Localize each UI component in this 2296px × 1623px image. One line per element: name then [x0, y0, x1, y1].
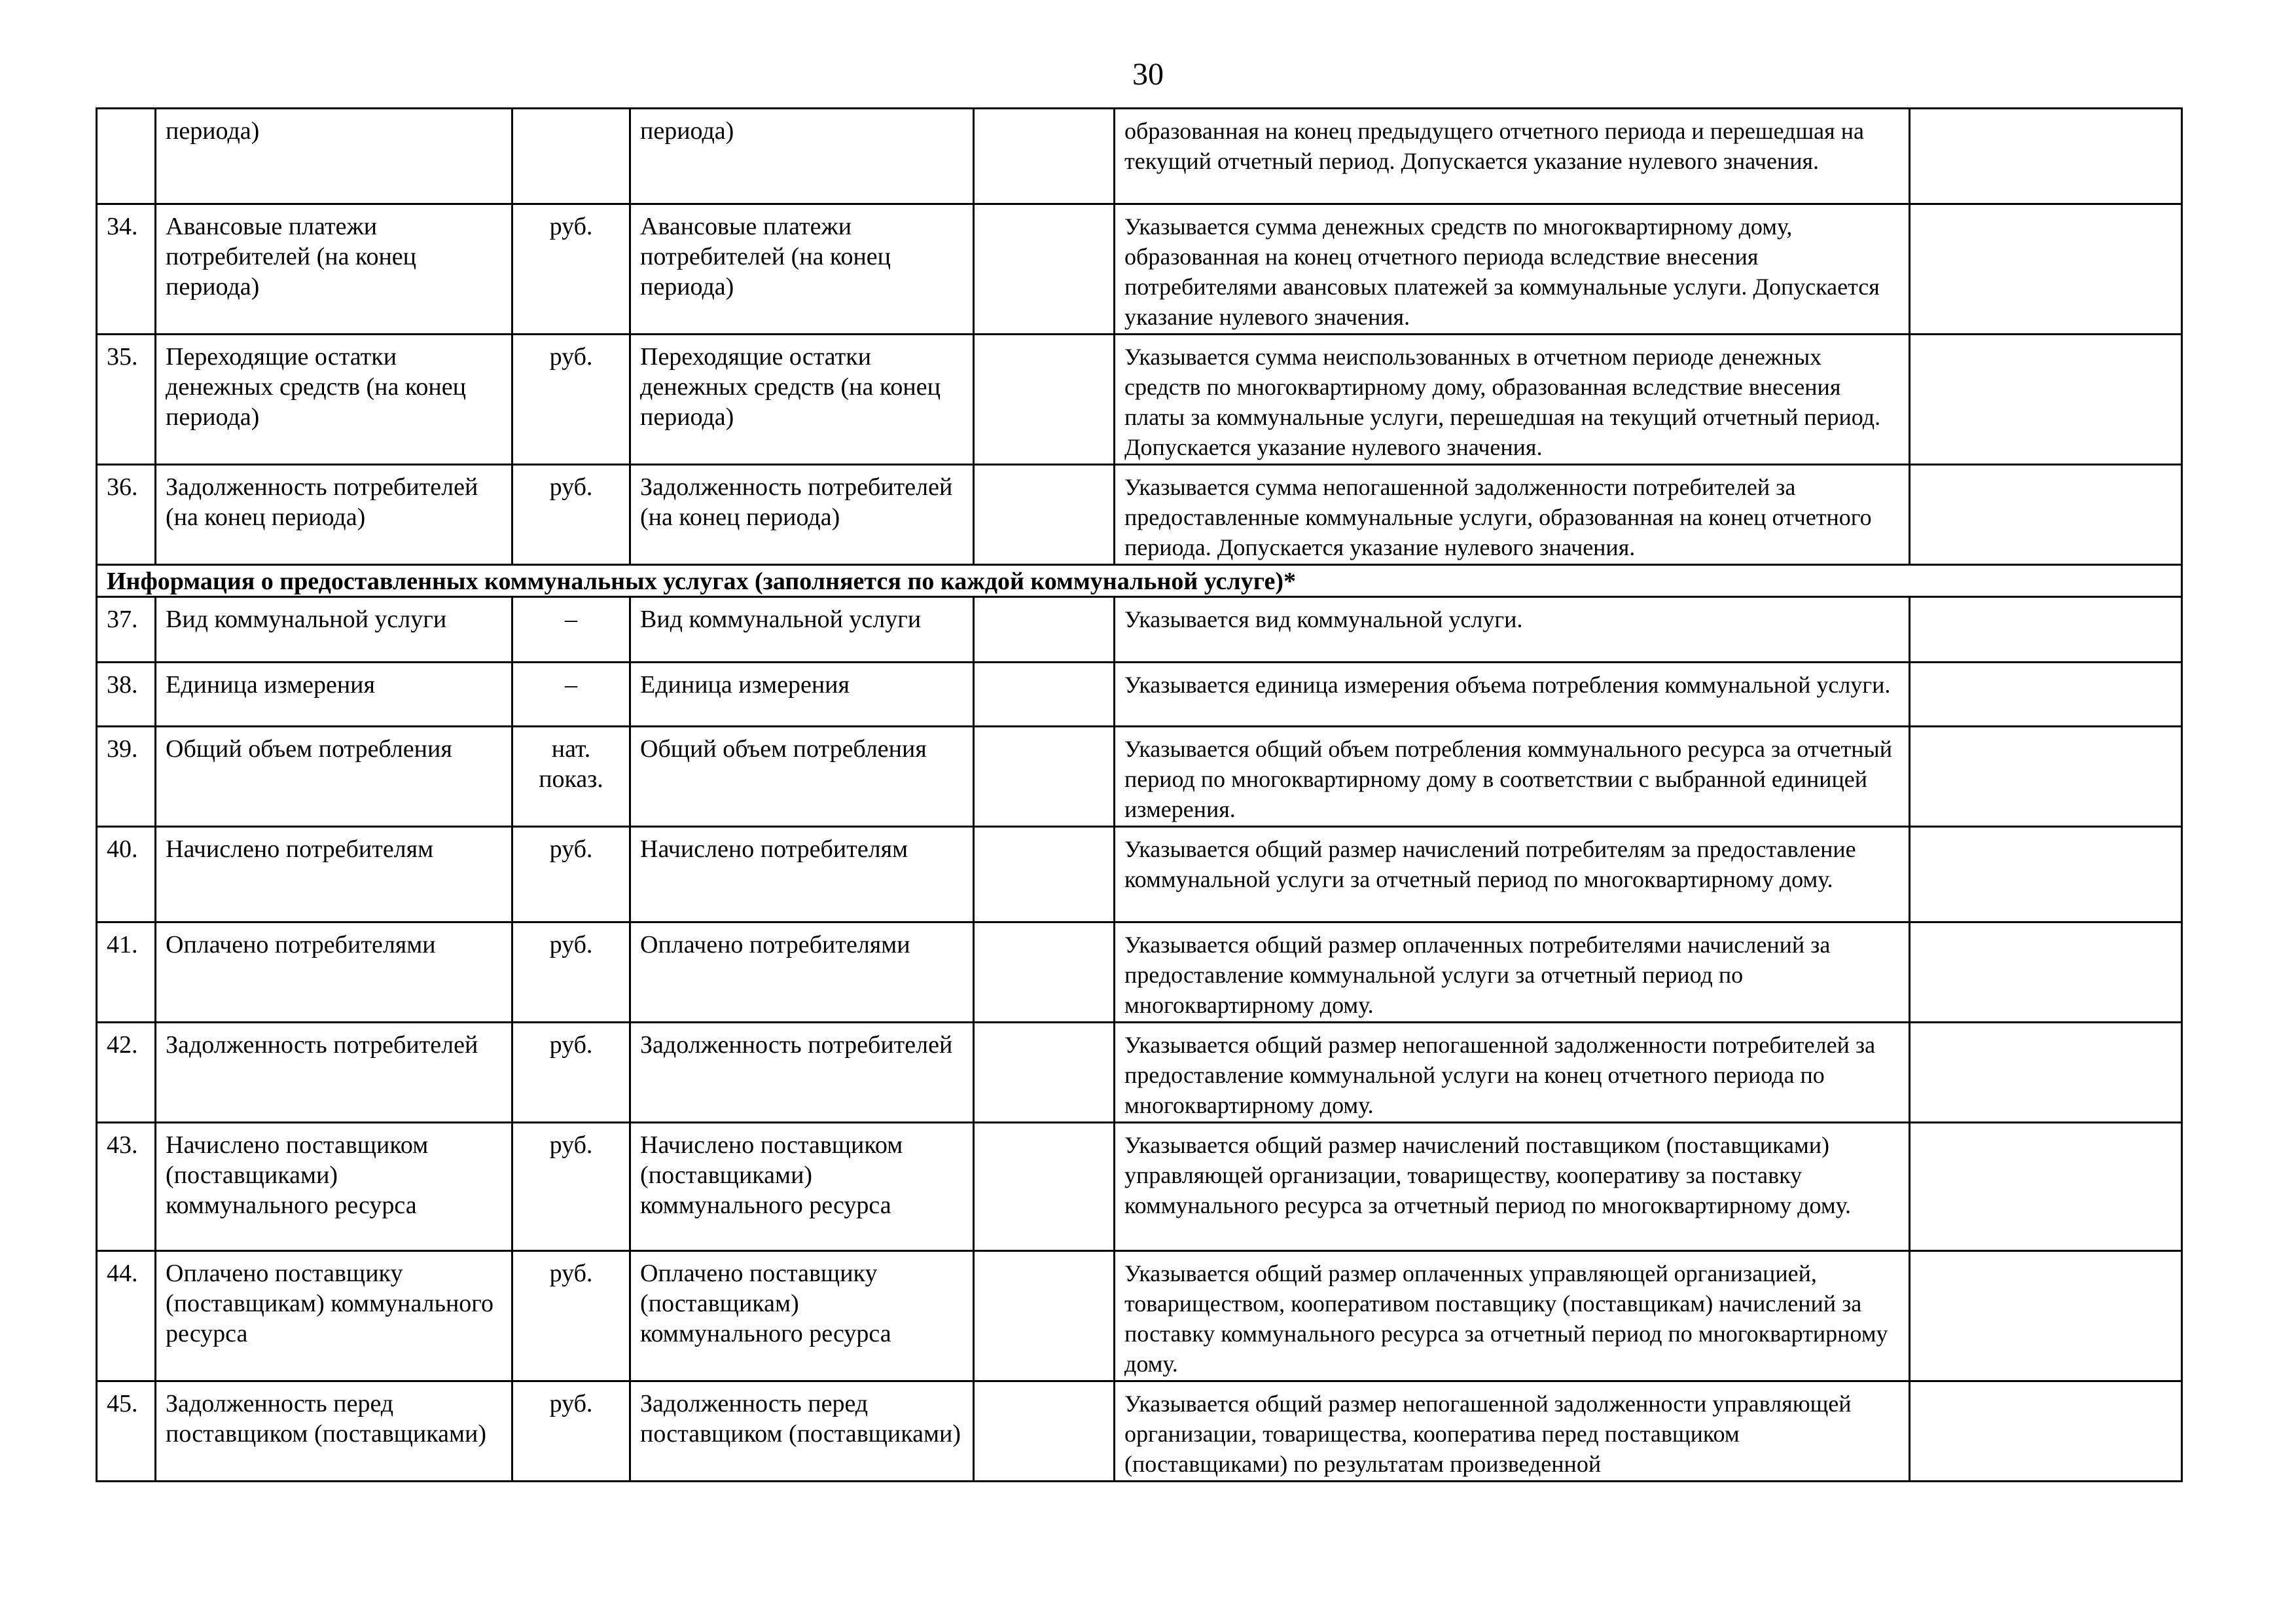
cell-empty: [974, 727, 1115, 827]
cell-num: 40.: [97, 827, 156, 922]
cell-unit: руб.: [512, 827, 630, 922]
cell-name: Оплачено поставщику (поставщикам) коммунального ресурса: [156, 1251, 512, 1381]
cell-empty: [1910, 204, 2182, 335]
cell-unit: –: [512, 597, 630, 663]
cell-desc: Указывается единица измерения объема потребления коммунальной услуги.: [1115, 663, 1910, 727]
cell-num: 43.: [97, 1123, 156, 1251]
cell-empty: [974, 1123, 1115, 1251]
cell-desc: Указывается сумма непогашенной задолженности потребителей за предоставленные коммунальные услуги, образованная на конец отчетного периода. Допускается указание нулевого значения.: [1115, 465, 1910, 565]
cell-unit: руб.: [512, 1023, 630, 1123]
cell-unit: руб.: [512, 204, 630, 335]
cell-field: Вид коммунальной услуги: [630, 597, 974, 663]
table-row: [97, 1023, 2182, 1123]
table-row: [97, 335, 2182, 465]
section-header-row: [97, 565, 2182, 597]
cell-name: периода): [156, 109, 512, 204]
cell-desc: Указывается сумма денежных средств по многоквартирному дому, образованная на конец отчетного периода вследствие внесения потребителями авансовых платежей за коммунальные услуги. Допускается указание нулевого значения.: [1115, 204, 1910, 335]
cell-num: 42.: [97, 1023, 156, 1123]
cell-field: Переходящие остатки денежных средств (на конец периода): [630, 335, 974, 465]
cell-name: Авансовые платежи потребителей (на конец периода): [156, 204, 512, 335]
cell-field: периода): [630, 109, 974, 204]
cell-empty: [1910, 335, 2182, 465]
table-body: [97, 109, 2182, 1482]
cell-field: Начислено потребителям: [630, 827, 974, 922]
cell-desc: Указывается общий размер оплаченных управляющей организацией, товариществом, кооперативом поставщику (поставщикам) начислений за поставку коммунального ресурса за отчетный период по многоквартирному дому.: [1115, 1251, 1910, 1381]
cell-name: Задолженность потребителей: [156, 1023, 512, 1123]
cell-desc: Указывается сумма неиспользованных в отчетном периоде денежных средств по многоквартирному дому, образованная вследствие внесения платы за коммунальные услуги, перешедшая на текущий отчетный период. Допускается указание нулевого значения.: [1115, 335, 1910, 465]
cell-desc: образованная на конец предыдущего отчетного периода и перешедшая на текущий отчетный период. Допускается указание нулевого значения.: [1115, 109, 1910, 204]
table-row: [97, 922, 2182, 1023]
cell-empty: [974, 109, 1115, 204]
cell-desc: Указывается общий размер начислений поставщиком (поставщиками) управляющей организации, товариществу, кооперативу за поставку коммунального ресурса за отчетный период по многоквартирному дому.: [1115, 1123, 1910, 1251]
page-number: 30: [1132, 57, 1164, 92]
cell-name: Оплачено потребителями: [156, 922, 512, 1023]
cell-unit: [512, 109, 630, 204]
cell-name: Единица измерения: [156, 663, 512, 727]
table-row: [97, 1123, 2182, 1251]
cell-name: Общий объем потребления: [156, 727, 512, 827]
cell-num: 34.: [97, 204, 156, 335]
cell-unit: руб.: [512, 1123, 630, 1251]
cell-empty: [1910, 827, 2182, 922]
table-row: [97, 1251, 2182, 1381]
cell-empty: [1910, 1251, 2182, 1381]
cell-name: Вид коммунальной услуги: [156, 597, 512, 663]
cell-empty: [1910, 465, 2182, 565]
cell-empty: [974, 335, 1115, 465]
cell-name: Начислено потребителям: [156, 827, 512, 922]
cell-empty: [974, 597, 1115, 663]
cell-field: Задолженность потребителей (на конец периода): [630, 465, 974, 565]
cell-desc: Указывается общий размер оплаченных потребителями начислений за предоставление коммунальной услуги за отчетный период по многоквартирному дому.: [1115, 922, 1910, 1023]
cell-desc: Указывается вид коммунальной услуги.: [1115, 597, 1910, 663]
cell-unit: руб.: [512, 1381, 630, 1482]
cell-num: 36.: [97, 465, 156, 565]
table-row: [97, 465, 2182, 565]
cell-name: Переходящие остатки денежных средств (на конец периода): [156, 335, 512, 465]
cell-empty: [974, 465, 1115, 565]
cell-empty: [1910, 1123, 2182, 1251]
cell-empty: [1910, 922, 2182, 1023]
cell-empty: [1910, 1381, 2182, 1482]
table-row: [97, 204, 2182, 335]
cell-empty: [1910, 109, 2182, 204]
cell-empty: [1910, 597, 2182, 663]
cell-field: Начислено поставщиком (поставщиками) коммунального ресурса: [630, 1123, 974, 1251]
table-row-continuation: [97, 109, 2182, 204]
cell-unit: руб.: [512, 335, 630, 465]
cell-field: Оплачено потребителями: [630, 922, 974, 1023]
cell-num: 35.: [97, 335, 156, 465]
cell-field: Единица измерения: [630, 663, 974, 727]
cell-empty: [974, 204, 1115, 335]
cell-unit: руб.: [512, 922, 630, 1023]
cell-num: 41.: [97, 922, 156, 1023]
cell-num: 45.: [97, 1381, 156, 1482]
cell-empty: [974, 827, 1115, 922]
cell-field: Общий объем потребления: [630, 727, 974, 827]
cell-empty: [1910, 727, 2182, 827]
cell-unit: –: [512, 663, 630, 727]
cell-field: Задолженность перед поставщиком (поставщиками): [630, 1381, 974, 1482]
cell-desc: Указывается общий размер начислений потребителям за предоставление коммунальной услуги за отчетный период по многоквартирному дому.: [1115, 827, 1910, 922]
cell-num: 37.: [97, 597, 156, 663]
cell-field: Авансовые платежи потребителей (на конец периода): [630, 204, 974, 335]
table-row: [97, 1381, 2182, 1482]
table-row: [97, 827, 2182, 922]
cell-num: [97, 109, 156, 204]
cell-desc: Указывается общий размер непогашенной задолженности управляющей организации, товарищества, кооператива перед поставщиком (поставщиками) по результатам произведенной: [1115, 1381, 1910, 1482]
cell-empty: [1910, 1023, 2182, 1123]
cell-empty: [974, 922, 1115, 1023]
cell-field: Задолженность потребителей: [630, 1023, 974, 1123]
cell-num: 39.: [97, 727, 156, 827]
cell-empty: [1910, 663, 2182, 727]
cell-empty: [974, 1381, 1115, 1482]
cell-desc: Указывается общий объем потребления коммунального ресурса за отчетный период по многоквартирному дому в соответствии с выбранной единицей измерения.: [1115, 727, 1910, 827]
requirements-table: [96, 107, 2183, 1482]
cell-unit: руб.: [512, 1251, 630, 1381]
section-header: Информация о предоставленных коммунальных услугах (заполняется по каждой коммунальной услуге)*: [97, 565, 2182, 597]
cell-name: Задолженность потребителей (на конец периода): [156, 465, 512, 565]
cell-empty: [974, 663, 1115, 727]
table-row: [97, 727, 2182, 827]
cell-num: 44.: [97, 1251, 156, 1381]
table-row: [97, 597, 2182, 663]
cell-name: Задолженность перед поставщиком (поставщиками): [156, 1381, 512, 1482]
cell-unit: руб.: [512, 465, 630, 565]
table-row: [97, 663, 2182, 727]
cell-unit: нат. показ.: [512, 727, 630, 827]
cell-num: 38.: [97, 663, 156, 727]
cell-desc: Указывается общий размер непогашенной задолженности потребителей за предоставление коммунальной услуги на конец отчетного периода по многоквартирному дому.: [1115, 1023, 1910, 1123]
cell-empty: [974, 1251, 1115, 1381]
cell-name: Начислено поставщиком (поставщиками) коммунального ресурса: [156, 1123, 512, 1251]
cell-empty: [974, 1023, 1115, 1123]
cell-field: Оплачено поставщику (поставщикам) коммунального ресурса: [630, 1251, 974, 1381]
